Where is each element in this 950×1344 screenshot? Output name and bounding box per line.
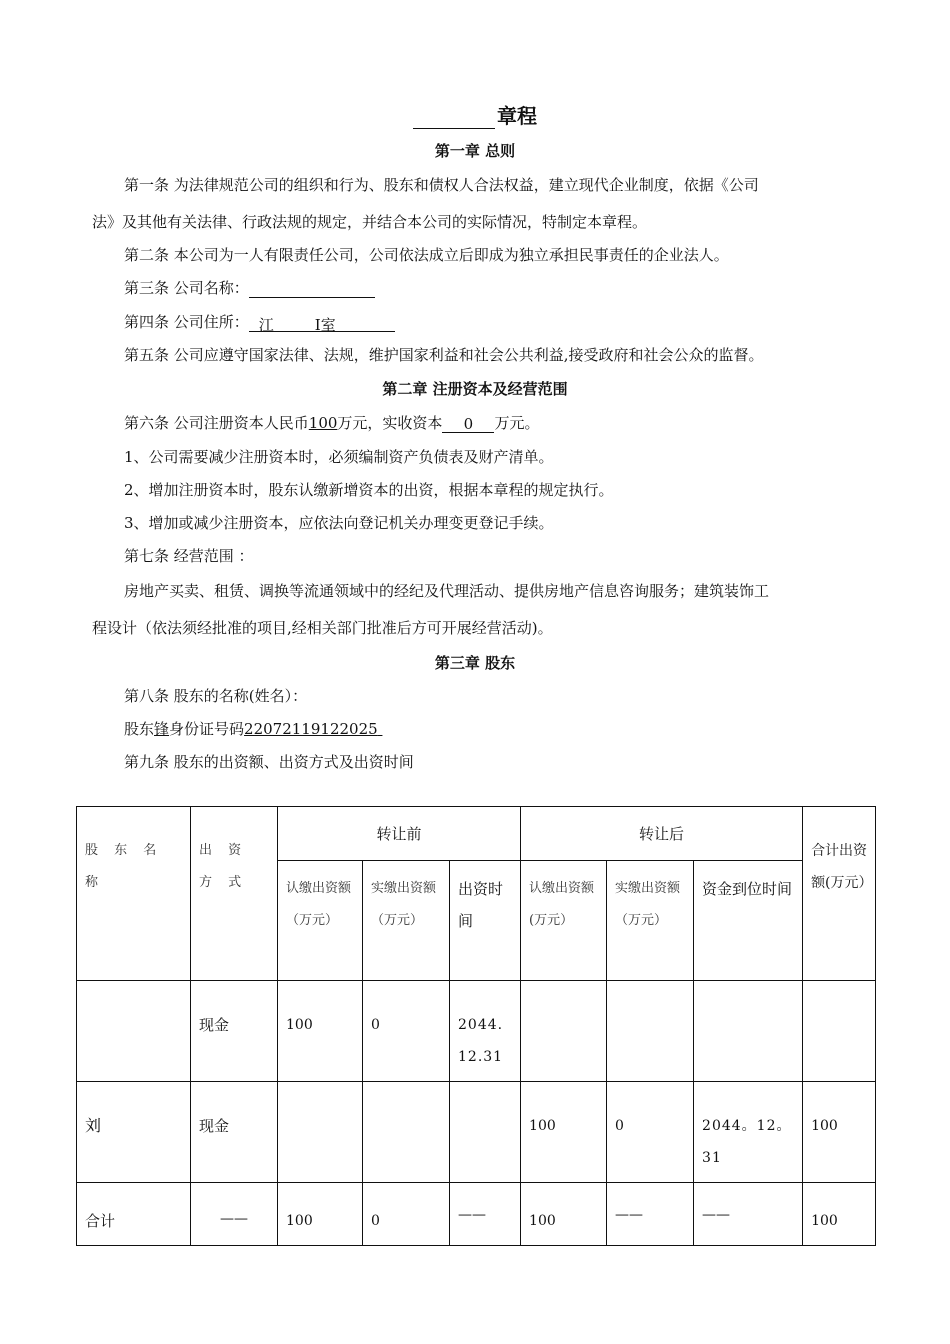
article3-label: 第三条 公司名称： [124, 279, 249, 297]
header-before-time: 出资时间 [450, 861, 521, 981]
article6 [124, 412, 539, 433]
article3 [124, 277, 375, 298]
capital-item-2: 2、增加注册资本时，股东认缴新增资本的出资，根据本章程的规定执行。 [124, 481, 614, 499]
document-title [0, 100, 950, 129]
table-total-row: 合计 —— 100 0 —— 100 —— —— 100 [77, 1183, 876, 1246]
capital-item-3: 3、增加或减少注册资本，应依法向登记机关办理变更登记手续。 [124, 514, 554, 532]
article8: 第八条 股东的名称(姓名）： [124, 687, 308, 705]
chapter3-heading: 第三章 股东 [434, 654, 516, 672]
chapter2-heading: 第二章 注册资本及经营范围 [382, 380, 568, 398]
scope-line1: 房地产买卖、租赁、调换等流通领域中的经纪及代理活动、提供房地产信息咨询服务；建筑装饰工 [124, 582, 770, 600]
address-part2: I室 [314, 316, 336, 334]
id-number: 22072119122025 [244, 720, 378, 738]
header-before-transfer: 转让前 [278, 807, 521, 861]
header-before-paid: 实缴出资额（万元） [363, 861, 450, 981]
article6-text-c: 万元。 [494, 414, 540, 432]
id-label: 身份证号码 [169, 720, 245, 738]
table-header-row-1 [77, 807, 876, 861]
paid-capital: 0 [442, 416, 494, 433]
header-total: 合计出资额(万元） [803, 807, 876, 981]
capital-table [76, 806, 876, 1246]
header-after-subscribed: 认缴出资额(万元） [521, 861, 607, 981]
shareholder-line [124, 718, 382, 739]
company-name-field [249, 281, 375, 298]
header-before-subscribed: 认缴出资额（万元） [278, 861, 363, 981]
header-contribution-method: 出 资 方 式 [191, 807, 278, 981]
shareholder-name: 锋 [154, 720, 170, 738]
article1-line2: 法》及其他有关法律、行政法规的规定，并结合本公司的实际情况，特制定本章程。 [92, 213, 648, 231]
article2: 第二条 本公司为一人有限责任公司，公司依法成立后即成为独立承担民事责任的企业法人。 [124, 246, 729, 264]
article6-text-b: 万元，实收资本 [337, 414, 443, 432]
article1-line1: 第一条 为法律规范公司的组织和行为、股东和债权人合法权益，建立现代企业制度，依据《公司 [124, 176, 759, 194]
address-field [249, 315, 395, 332]
article6-text-a: 第六条 公司注册资本人民币 [124, 414, 309, 432]
chapter1-heading: 第一章 总则 [434, 142, 516, 160]
shareholder-prefix: 股东 [124, 720, 155, 738]
header-after-paid: 实缴出资额（万元） [607, 861, 694, 981]
article4 [124, 311, 395, 332]
header-shareholder-name: 股 东 名 称 [77, 807, 191, 981]
title-text: 章程 [497, 104, 537, 128]
header-after-transfer: 转让后 [521, 807, 803, 861]
header-after-time: 资金到位时间 [694, 861, 803, 981]
article4-label: 第四条 公司住所： [124, 313, 249, 331]
capital-item-1: 1、公司需要减少注册资本时，必须编制资产负债表及财产清单。 [124, 448, 554, 466]
article9: 第九条 股东的出资额、出资方式及出资时间 [124, 753, 414, 771]
scope-line2: 程设计（依法须经批准的项目,经相关部门批准后方可开展经营活动)。 [92, 619, 553, 637]
company-name-blank [413, 108, 495, 129]
address-part1: 江 [258, 316, 274, 334]
registered-capital: 100 [308, 414, 338, 432]
table-row: 现金 100 0 2044.12.31 [77, 981, 876, 1082]
article5: 第五条 公司应遵守国家法律、法规，维护国家利益和社会公共利益,接受政府和社会公众的监督。 [124, 346, 764, 364]
article7: 第七条 经营范围 ： [124, 547, 254, 565]
table-row: 刘 现金 100 0 2044。12。31 100 [77, 1082, 876, 1183]
